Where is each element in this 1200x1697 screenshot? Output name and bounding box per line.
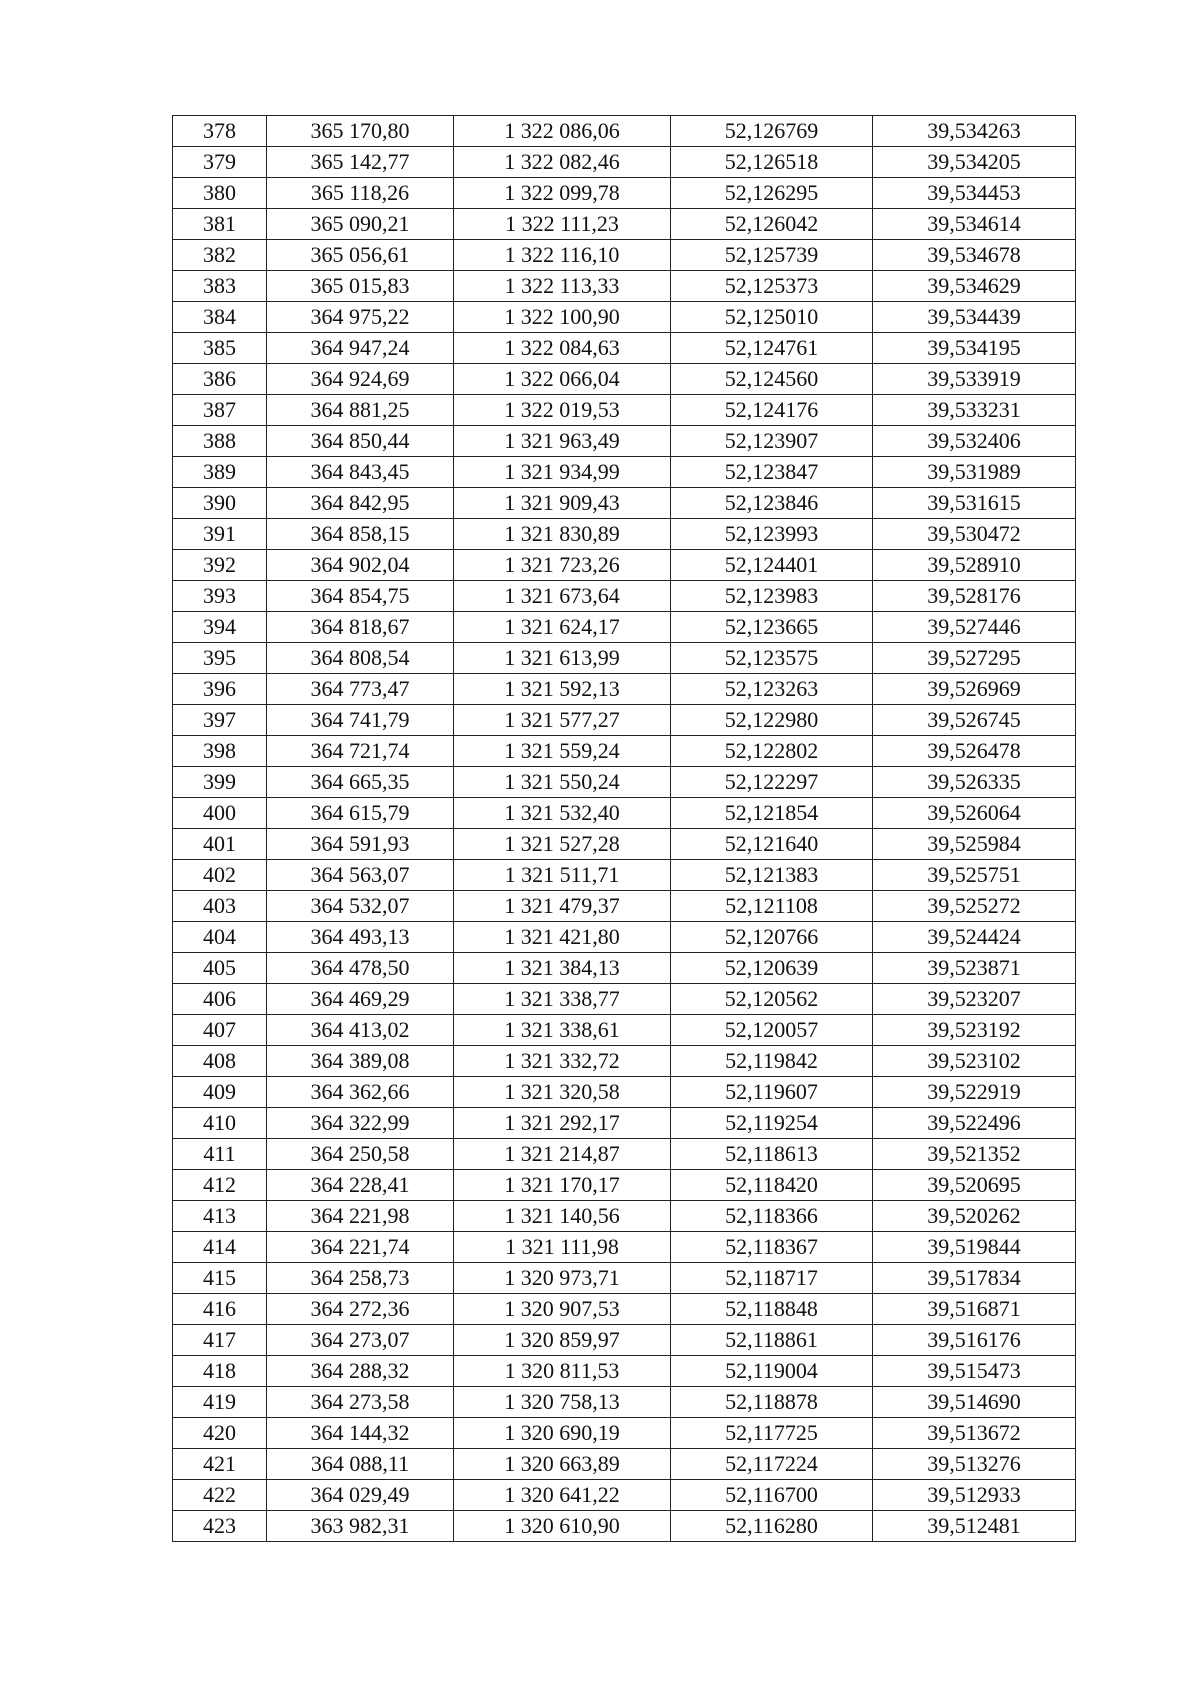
x-coordinate-cell: 364 858,15	[267, 519, 454, 550]
longitude-cell: 39,512933	[873, 1480, 1076, 1511]
y-coordinate-cell: 1 321 624,17	[454, 612, 671, 643]
longitude-cell: 39,534263	[873, 116, 1076, 147]
longitude-cell: 39,534678	[873, 240, 1076, 271]
y-coordinate-cell: 1 322 116,10	[454, 240, 671, 271]
latitude-cell: 52,122802	[671, 736, 873, 767]
point-number-cell: 395	[173, 643, 267, 674]
point-number-cell: 415	[173, 1263, 267, 1294]
longitude-cell: 39,525272	[873, 891, 1076, 922]
point-number-cell: 400	[173, 798, 267, 829]
table-row	[173, 395, 1076, 426]
x-coordinate-cell: 365 015,83	[267, 271, 454, 302]
point-number-cell: 404	[173, 922, 267, 953]
longitude-cell: 39,520695	[873, 1170, 1076, 1201]
longitude-cell: 39,523102	[873, 1046, 1076, 1077]
longitude-cell: 39,526064	[873, 798, 1076, 829]
x-coordinate-cell: 364 273,07	[267, 1325, 454, 1356]
latitude-cell: 52,120639	[671, 953, 873, 984]
x-coordinate-cell: 364 850,44	[267, 426, 454, 457]
point-number-cell: 380	[173, 178, 267, 209]
point-number-cell: 407	[173, 1015, 267, 1046]
point-number-cell: 399	[173, 767, 267, 798]
point-number-cell: 381	[173, 209, 267, 240]
longitude-cell: 39,526335	[873, 767, 1076, 798]
table-row	[173, 488, 1076, 519]
y-coordinate-cell: 1 321 613,99	[454, 643, 671, 674]
x-coordinate-cell: 364 741,79	[267, 705, 454, 736]
x-coordinate-cell: 364 144,32	[267, 1418, 454, 1449]
point-number-cell: 402	[173, 860, 267, 891]
longitude-cell: 39,512481	[873, 1511, 1076, 1542]
y-coordinate-cell: 1 321 592,13	[454, 674, 671, 705]
latitude-cell: 52,126518	[671, 147, 873, 178]
point-number-cell: 413	[173, 1201, 267, 1232]
y-coordinate-cell: 1 321 421,80	[454, 922, 671, 953]
longitude-cell: 39,514690	[873, 1387, 1076, 1418]
y-coordinate-cell: 1 321 338,61	[454, 1015, 671, 1046]
longitude-cell: 39,523871	[873, 953, 1076, 984]
x-coordinate-cell: 364 532,07	[267, 891, 454, 922]
table-row	[173, 767, 1076, 798]
x-coordinate-cell: 364 902,04	[267, 550, 454, 581]
latitude-cell: 52,116280	[671, 1511, 873, 1542]
point-number-cell: 409	[173, 1077, 267, 1108]
latitude-cell: 52,118861	[671, 1325, 873, 1356]
y-coordinate-cell: 1 320 690,19	[454, 1418, 671, 1449]
point-number-cell: 401	[173, 829, 267, 860]
point-number-cell: 405	[173, 953, 267, 984]
longitude-cell: 39,534439	[873, 302, 1076, 333]
x-coordinate-cell: 365 142,77	[267, 147, 454, 178]
table-row	[173, 1015, 1076, 1046]
x-coordinate-cell: 365 056,61	[267, 240, 454, 271]
latitude-cell: 52,124401	[671, 550, 873, 581]
table-row	[173, 271, 1076, 302]
point-number-cell: 410	[173, 1108, 267, 1139]
point-number-cell: 379	[173, 147, 267, 178]
point-number-cell: 389	[173, 457, 267, 488]
point-number-cell: 418	[173, 1356, 267, 1387]
x-coordinate-cell: 364 843,45	[267, 457, 454, 488]
table-row	[173, 705, 1076, 736]
table-row	[173, 1263, 1076, 1294]
latitude-cell: 52,126295	[671, 178, 873, 209]
longitude-cell: 39,531615	[873, 488, 1076, 519]
y-coordinate-cell: 1 320 758,13	[454, 1387, 671, 1418]
y-coordinate-cell: 1 322 019,53	[454, 395, 671, 426]
y-coordinate-cell: 1 321 140,56	[454, 1201, 671, 1232]
table-row	[173, 550, 1076, 581]
longitude-cell: 39,534195	[873, 333, 1076, 364]
point-number-cell: 392	[173, 550, 267, 581]
table-row	[173, 674, 1076, 705]
longitude-cell: 39,526969	[873, 674, 1076, 705]
x-coordinate-cell: 364 322,99	[267, 1108, 454, 1139]
point-number-cell: 390	[173, 488, 267, 519]
x-coordinate-cell: 364 854,75	[267, 581, 454, 612]
table-row	[173, 1449, 1076, 1480]
y-coordinate-cell: 1 322 099,78	[454, 178, 671, 209]
y-coordinate-cell: 1 321 479,37	[454, 891, 671, 922]
point-number-cell: 423	[173, 1511, 267, 1542]
x-coordinate-cell: 364 272,36	[267, 1294, 454, 1325]
table-row	[173, 829, 1076, 860]
y-coordinate-cell: 1 321 527,28	[454, 829, 671, 860]
latitude-cell: 52,118878	[671, 1387, 873, 1418]
y-coordinate-cell: 1 321 577,27	[454, 705, 671, 736]
table-row	[173, 147, 1076, 178]
x-coordinate-cell: 364 881,25	[267, 395, 454, 426]
point-number-cell: 386	[173, 364, 267, 395]
table-row	[173, 178, 1076, 209]
table-row	[173, 457, 1076, 488]
longitude-cell: 39,525751	[873, 860, 1076, 891]
table-row	[173, 1077, 1076, 1108]
latitude-cell: 52,120766	[671, 922, 873, 953]
point-number-cell: 406	[173, 984, 267, 1015]
longitude-cell: 39,523207	[873, 984, 1076, 1015]
y-coordinate-cell: 1 321 214,87	[454, 1139, 671, 1170]
x-coordinate-cell: 364 924,69	[267, 364, 454, 395]
table-row	[173, 643, 1076, 674]
y-coordinate-cell: 1 320 907,53	[454, 1294, 671, 1325]
x-coordinate-cell: 364 842,95	[267, 488, 454, 519]
y-coordinate-cell: 1 321 559,24	[454, 736, 671, 767]
point-number-cell: 421	[173, 1449, 267, 1480]
y-coordinate-cell: 1 322 066,04	[454, 364, 671, 395]
y-coordinate-cell: 1 320 610,90	[454, 1511, 671, 1542]
point-number-cell: 384	[173, 302, 267, 333]
table-row	[173, 1201, 1076, 1232]
latitude-cell: 52,120057	[671, 1015, 873, 1046]
x-coordinate-cell: 364 250,58	[267, 1139, 454, 1170]
table-row	[173, 333, 1076, 364]
table-row	[173, 1294, 1076, 1325]
y-coordinate-cell: 1 320 973,71	[454, 1263, 671, 1294]
table-row	[173, 1480, 1076, 1511]
y-coordinate-cell: 1 321 532,40	[454, 798, 671, 829]
x-coordinate-cell: 364 221,74	[267, 1232, 454, 1263]
latitude-cell: 52,120562	[671, 984, 873, 1015]
longitude-cell: 39,533919	[873, 364, 1076, 395]
longitude-cell: 39,526478	[873, 736, 1076, 767]
longitude-cell: 39,533231	[873, 395, 1076, 426]
y-coordinate-cell: 1 321 723,26	[454, 550, 671, 581]
latitude-cell: 52,116700	[671, 1480, 873, 1511]
latitude-cell: 52,123993	[671, 519, 873, 550]
table-row	[173, 1139, 1076, 1170]
x-coordinate-cell: 365 090,21	[267, 209, 454, 240]
latitude-cell: 52,117224	[671, 1449, 873, 1480]
y-coordinate-cell: 1 321 550,24	[454, 767, 671, 798]
latitude-cell: 52,118367	[671, 1232, 873, 1263]
y-coordinate-cell: 1 321 384,13	[454, 953, 671, 984]
longitude-cell: 39,517834	[873, 1263, 1076, 1294]
longitude-cell: 39,515473	[873, 1356, 1076, 1387]
table-row	[173, 116, 1076, 147]
point-number-cell: 382	[173, 240, 267, 271]
table-row	[173, 519, 1076, 550]
x-coordinate-cell: 364 975,22	[267, 302, 454, 333]
x-coordinate-cell: 364 665,35	[267, 767, 454, 798]
y-coordinate-cell: 1 322 111,23	[454, 209, 671, 240]
latitude-cell: 52,123263	[671, 674, 873, 705]
point-number-cell: 393	[173, 581, 267, 612]
latitude-cell: 52,123575	[671, 643, 873, 674]
x-coordinate-cell: 364 591,93	[267, 829, 454, 860]
x-coordinate-cell: 364 273,58	[267, 1387, 454, 1418]
longitude-cell: 39,534614	[873, 209, 1076, 240]
latitude-cell: 52,124176	[671, 395, 873, 426]
latitude-cell: 52,118366	[671, 1201, 873, 1232]
latitude-cell: 52,123983	[671, 581, 873, 612]
x-coordinate-cell: 364 947,24	[267, 333, 454, 364]
latitude-cell: 52,126769	[671, 116, 873, 147]
table-row	[173, 922, 1076, 953]
y-coordinate-cell: 1 321 934,99	[454, 457, 671, 488]
latitude-cell: 52,119842	[671, 1046, 873, 1077]
table-row	[173, 1325, 1076, 1356]
x-coordinate-cell: 363 982,31	[267, 1511, 454, 1542]
table-row	[173, 798, 1076, 829]
point-number-cell: 391	[173, 519, 267, 550]
y-coordinate-cell: 1 320 641,22	[454, 1480, 671, 1511]
point-number-cell: 420	[173, 1418, 267, 1449]
point-number-cell: 387	[173, 395, 267, 426]
point-number-cell: 417	[173, 1325, 267, 1356]
longitude-cell: 39,516176	[873, 1325, 1076, 1356]
y-coordinate-cell: 1 321 909,43	[454, 488, 671, 519]
table-row	[173, 1356, 1076, 1387]
table-row	[173, 240, 1076, 271]
point-number-cell: 383	[173, 271, 267, 302]
longitude-cell: 39,531989	[873, 457, 1076, 488]
coordinates-table	[172, 115, 1076, 1542]
longitude-cell: 39,513672	[873, 1418, 1076, 1449]
y-coordinate-cell: 1 321 320,58	[454, 1077, 671, 1108]
latitude-cell: 52,119004	[671, 1356, 873, 1387]
point-number-cell: 398	[173, 736, 267, 767]
table-row	[173, 426, 1076, 457]
longitude-cell: 39,520262	[873, 1201, 1076, 1232]
y-coordinate-cell: 1 322 100,90	[454, 302, 671, 333]
longitude-cell: 39,534453	[873, 178, 1076, 209]
latitude-cell: 52,123907	[671, 426, 873, 457]
point-number-cell: 408	[173, 1046, 267, 1077]
table-row	[173, 1511, 1076, 1542]
y-coordinate-cell: 1 322 084,63	[454, 333, 671, 364]
table-row	[173, 1108, 1076, 1139]
y-coordinate-cell: 1 320 663,89	[454, 1449, 671, 1480]
longitude-cell: 39,534629	[873, 271, 1076, 302]
x-coordinate-cell: 364 493,13	[267, 922, 454, 953]
table-row	[173, 891, 1076, 922]
table-row	[173, 302, 1076, 333]
latitude-cell: 52,126042	[671, 209, 873, 240]
latitude-cell: 52,125373	[671, 271, 873, 302]
longitude-cell: 39,527295	[873, 643, 1076, 674]
table-row	[173, 736, 1076, 767]
x-coordinate-cell: 365 170,80	[267, 116, 454, 147]
longitude-cell: 39,527446	[873, 612, 1076, 643]
x-coordinate-cell: 364 818,67	[267, 612, 454, 643]
x-coordinate-cell: 364 563,07	[267, 860, 454, 891]
y-coordinate-cell: 1 321 830,89	[454, 519, 671, 550]
table-row	[173, 860, 1076, 891]
longitude-cell: 39,522496	[873, 1108, 1076, 1139]
x-coordinate-cell: 365 118,26	[267, 178, 454, 209]
table-row	[173, 1170, 1076, 1201]
x-coordinate-cell: 364 389,08	[267, 1046, 454, 1077]
longitude-cell: 39,513276	[873, 1449, 1076, 1480]
latitude-cell: 52,118613	[671, 1139, 873, 1170]
y-coordinate-cell: 1 321 170,17	[454, 1170, 671, 1201]
point-number-cell: 411	[173, 1139, 267, 1170]
point-number-cell: 394	[173, 612, 267, 643]
x-coordinate-cell: 364 773,47	[267, 674, 454, 705]
table-row	[173, 1418, 1076, 1449]
y-coordinate-cell: 1 322 086,06	[454, 116, 671, 147]
longitude-cell: 39,526745	[873, 705, 1076, 736]
longitude-cell: 39,519844	[873, 1232, 1076, 1263]
x-coordinate-cell: 364 721,74	[267, 736, 454, 767]
point-number-cell: 412	[173, 1170, 267, 1201]
table-row	[173, 612, 1076, 643]
point-number-cell: 416	[173, 1294, 267, 1325]
y-coordinate-cell: 1 322 113,33	[454, 271, 671, 302]
y-coordinate-cell: 1 322 082,46	[454, 147, 671, 178]
table-row	[173, 364, 1076, 395]
latitude-cell: 52,124761	[671, 333, 873, 364]
table-row	[173, 1232, 1076, 1263]
table-row	[173, 581, 1076, 612]
latitude-cell: 52,121108	[671, 891, 873, 922]
y-coordinate-cell: 1 321 963,49	[454, 426, 671, 457]
latitude-cell: 52,121640	[671, 829, 873, 860]
point-number-cell: 414	[173, 1232, 267, 1263]
latitude-cell: 52,122297	[671, 767, 873, 798]
x-coordinate-cell: 364 088,11	[267, 1449, 454, 1480]
x-coordinate-cell: 364 615,79	[267, 798, 454, 829]
latitude-cell: 52,125739	[671, 240, 873, 271]
latitude-cell: 52,118848	[671, 1294, 873, 1325]
y-coordinate-cell: 1 321 673,64	[454, 581, 671, 612]
latitude-cell: 52,117725	[671, 1418, 873, 1449]
longitude-cell: 39,532406	[873, 426, 1076, 457]
x-coordinate-cell: 364 288,32	[267, 1356, 454, 1387]
longitude-cell: 39,528910	[873, 550, 1076, 581]
x-coordinate-cell: 364 413,02	[267, 1015, 454, 1046]
x-coordinate-cell: 364 469,29	[267, 984, 454, 1015]
latitude-cell: 52,124560	[671, 364, 873, 395]
x-coordinate-cell: 364 808,54	[267, 643, 454, 674]
longitude-cell: 39,525984	[873, 829, 1076, 860]
longitude-cell: 39,528176	[873, 581, 1076, 612]
longitude-cell: 39,523192	[873, 1015, 1076, 1046]
x-coordinate-cell: 364 258,73	[267, 1263, 454, 1294]
point-number-cell: 388	[173, 426, 267, 457]
table-row	[173, 953, 1076, 984]
latitude-cell: 52,123847	[671, 457, 873, 488]
latitude-cell: 52,118420	[671, 1170, 873, 1201]
point-number-cell: 403	[173, 891, 267, 922]
longitude-cell: 39,524424	[873, 922, 1076, 953]
latitude-cell: 52,119607	[671, 1077, 873, 1108]
x-coordinate-cell: 364 478,50	[267, 953, 454, 984]
longitude-cell: 39,522919	[873, 1077, 1076, 1108]
y-coordinate-cell: 1 321 511,71	[454, 860, 671, 891]
latitude-cell: 52,121854	[671, 798, 873, 829]
x-coordinate-cell: 364 362,66	[267, 1077, 454, 1108]
y-coordinate-cell: 1 320 859,97	[454, 1325, 671, 1356]
latitude-cell: 52,121383	[671, 860, 873, 891]
longitude-cell: 39,521352	[873, 1139, 1076, 1170]
longitude-cell: 39,534205	[873, 147, 1076, 178]
point-number-cell: 422	[173, 1480, 267, 1511]
table-row	[173, 1387, 1076, 1418]
y-coordinate-cell: 1 320 811,53	[454, 1356, 671, 1387]
x-coordinate-cell: 364 029,49	[267, 1480, 454, 1511]
table-row	[173, 1046, 1076, 1077]
latitude-cell: 52,125010	[671, 302, 873, 333]
y-coordinate-cell: 1 321 332,72	[454, 1046, 671, 1077]
table-row	[173, 984, 1076, 1015]
y-coordinate-cell: 1 321 292,17	[454, 1108, 671, 1139]
longitude-cell: 39,516871	[873, 1294, 1076, 1325]
latitude-cell: 52,123846	[671, 488, 873, 519]
y-coordinate-cell: 1 321 338,77	[454, 984, 671, 1015]
x-coordinate-cell: 364 221,98	[267, 1201, 454, 1232]
point-number-cell: 397	[173, 705, 267, 736]
latitude-cell: 52,119254	[671, 1108, 873, 1139]
latitude-cell: 52,122980	[671, 705, 873, 736]
latitude-cell: 52,123665	[671, 612, 873, 643]
y-coordinate-cell: 1 321 111,98	[454, 1232, 671, 1263]
longitude-cell: 39,530472	[873, 519, 1076, 550]
point-number-cell: 378	[173, 116, 267, 147]
latitude-cell: 52,118717	[671, 1263, 873, 1294]
x-coordinate-cell: 364 228,41	[267, 1170, 454, 1201]
point-number-cell: 385	[173, 333, 267, 364]
point-number-cell: 419	[173, 1387, 267, 1418]
coordinates-table-body	[173, 116, 1076, 1542]
table-row	[173, 209, 1076, 240]
point-number-cell: 396	[173, 674, 267, 705]
